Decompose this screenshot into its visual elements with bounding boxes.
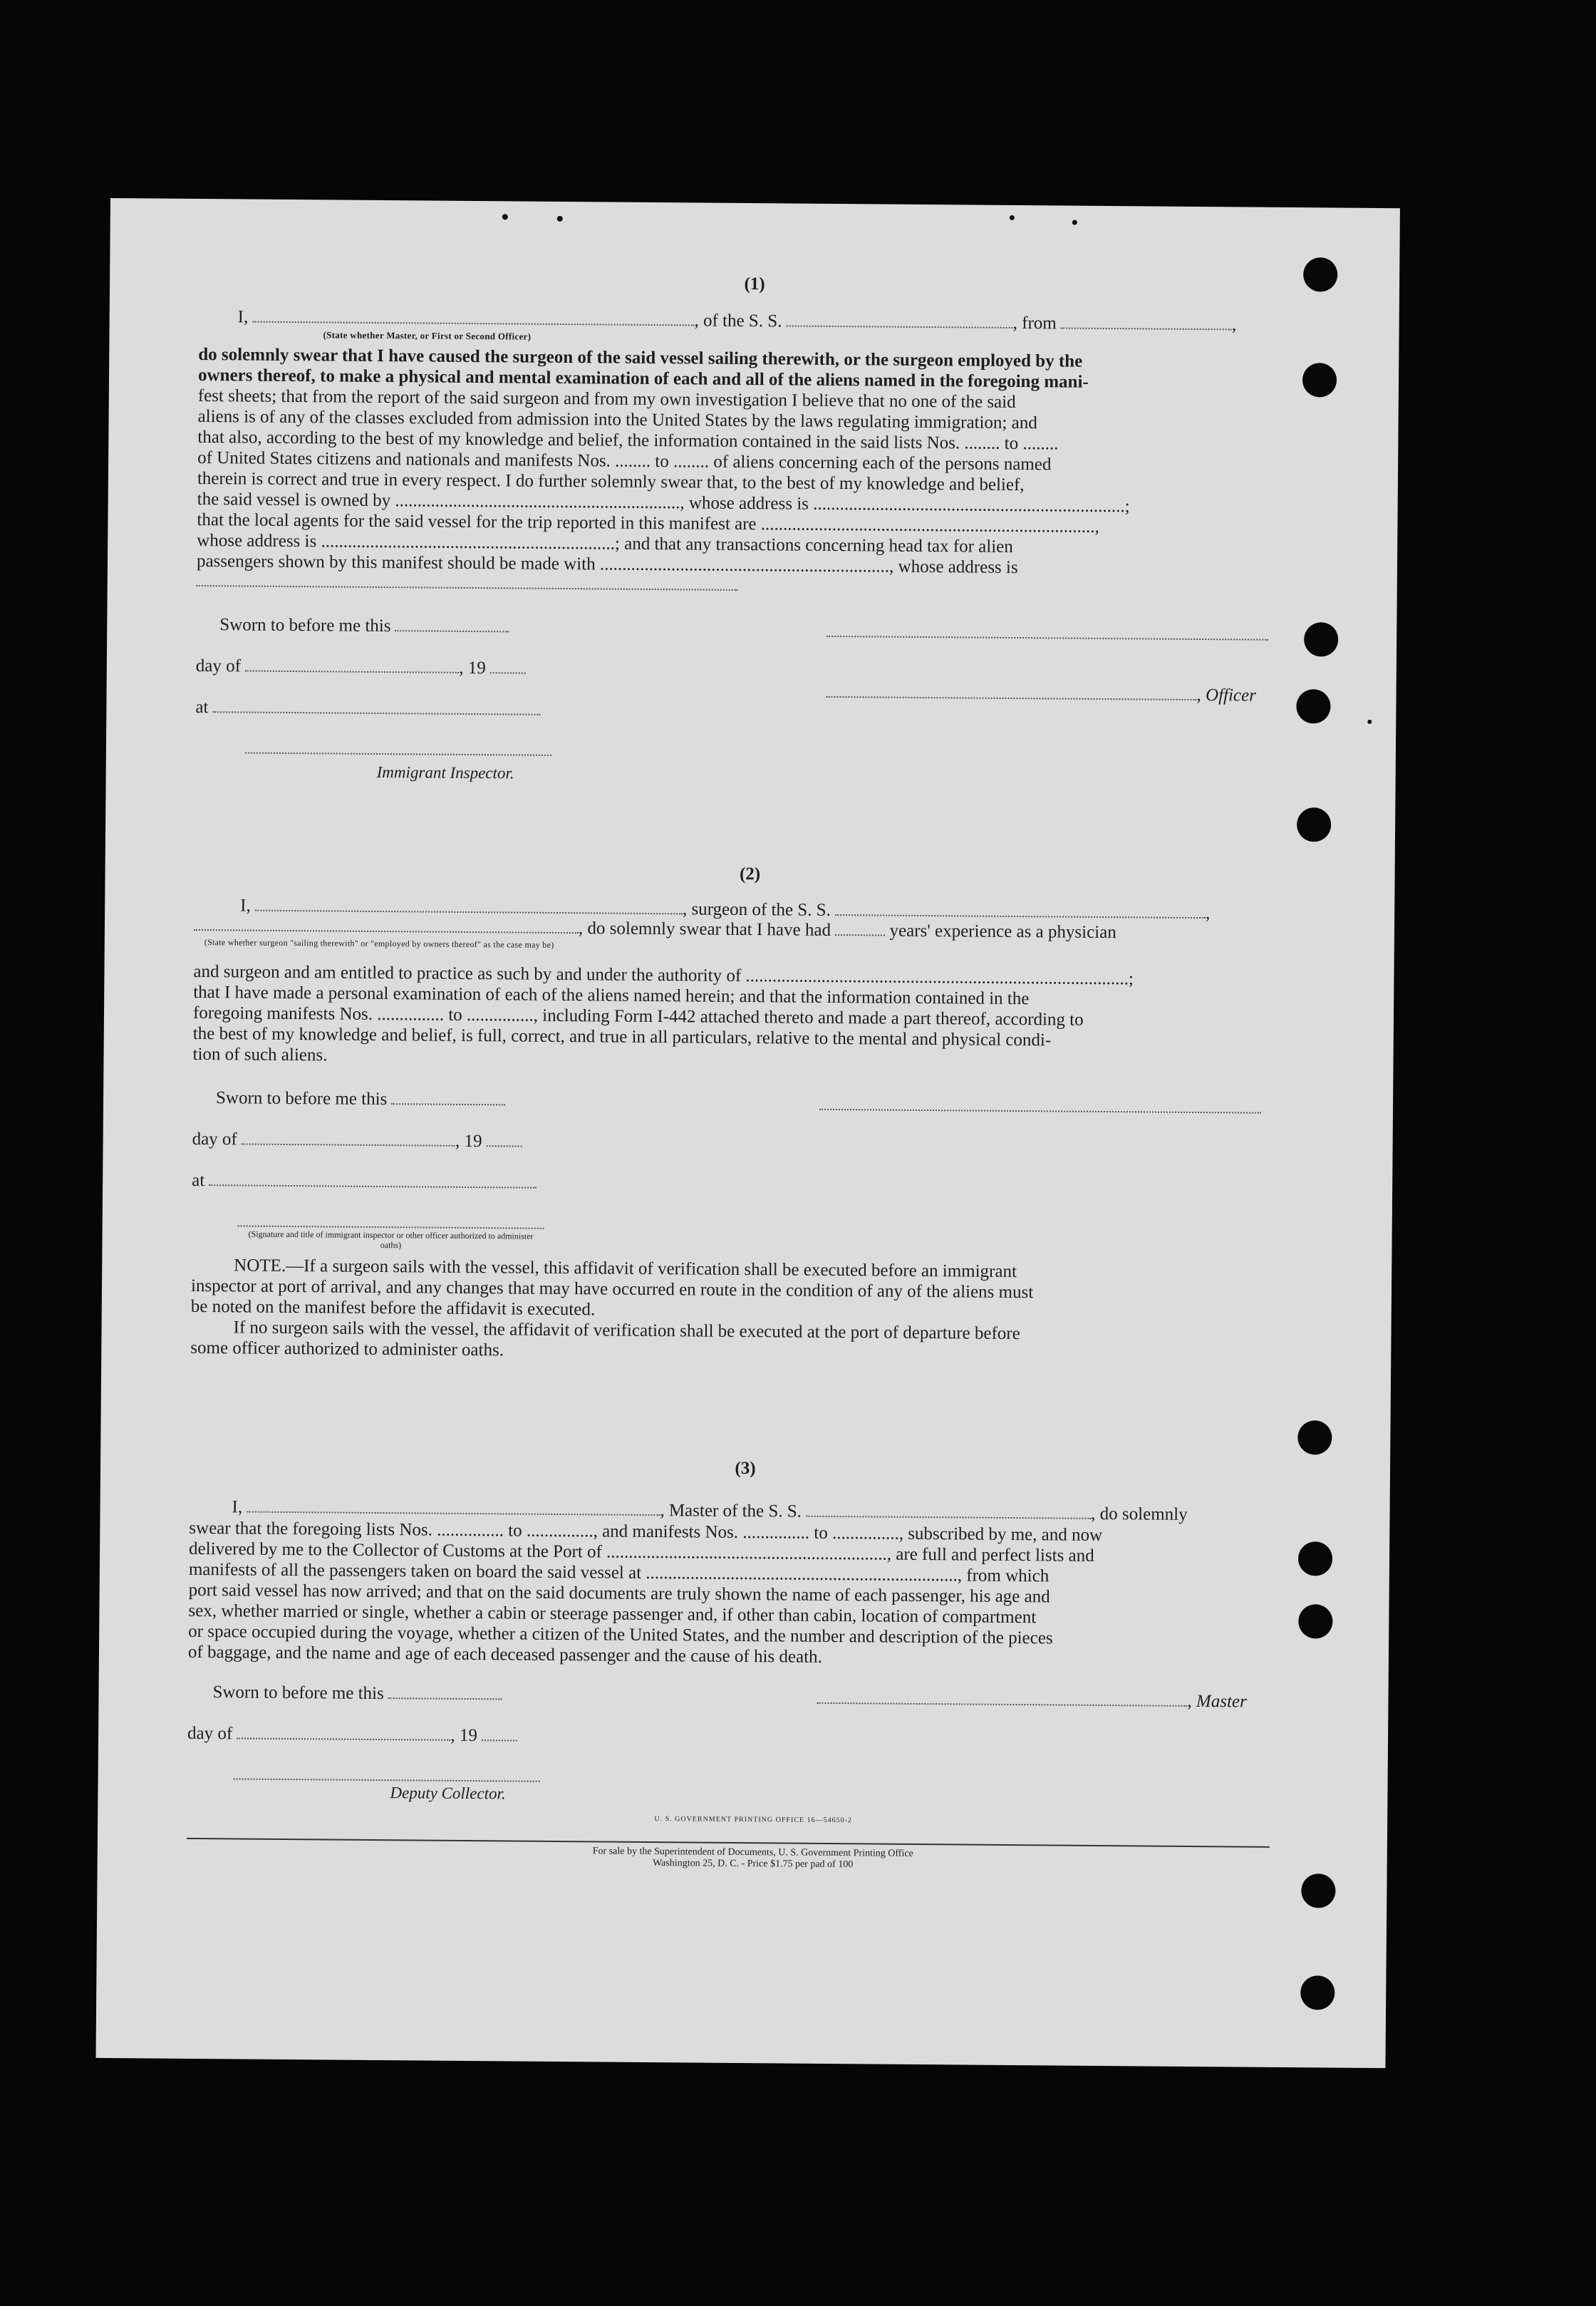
years-field[interactable] — [835, 921, 885, 936]
binder-hole — [1304, 622, 1338, 656]
rank-note: (State whether Master, or First or Second Officer) — [323, 329, 532, 342]
binder-hole — [1297, 1420, 1332, 1454]
sworn-text: Sworn to before me this — [215, 1088, 388, 1110]
experience-text: years' experience as a physician — [889, 921, 1116, 943]
surgeon-name-field[interactable] — [255, 897, 683, 915]
section-2-at — [192, 1171, 537, 1194]
vessel-name-field[interactable] — [806, 1503, 1091, 1519]
section-2-note — [190, 1255, 1274, 1367]
body-line: of baggage, and the name and age of each deceased passenger and the cause of his death. — [187, 1642, 822, 1667]
body-line: passengers shown by this manifest should be made with ................................................................., whose address is — [196, 551, 1018, 578]
binder-hole — [1296, 689, 1330, 723]
body-line: owners thereof, to make a physical and mental examination of each and all of the aliens named in the foregoing mani- — [197, 365, 1089, 392]
sale-notice-line-1: For sale by the Superintendent of Documents, U. S. Government Printing Office — [592, 1846, 913, 1859]
sworn-day-field[interactable] — [388, 1685, 502, 1700]
section-3-body — [188, 1518, 1273, 1671]
year-field[interactable] — [482, 1727, 517, 1741]
solemnly-text: , do solemnly — [1091, 1504, 1188, 1524]
binder-hole — [1298, 1604, 1332, 1638]
comma-text: , — [1206, 904, 1211, 924]
opening-text: I, — [240, 896, 251, 916]
body-line: foregoing manifests Nos. ............... to ..............., including Form I-442 attached thereto and made a part thereof, according to — [192, 1003, 1084, 1030]
year-text: , 19 — [459, 658, 486, 678]
inspector-signature-line[interactable] — [245, 751, 551, 756]
day-of-text: day of — [192, 1129, 237, 1149]
month-field[interactable] — [237, 1725, 450, 1740]
binder-hole — [1297, 807, 1331, 842]
day-of-text: day of — [187, 1723, 233, 1744]
officer-label: , Officer — [1196, 685, 1257, 705]
officer-signature — [826, 683, 1256, 706]
speck — [557, 216, 563, 222]
month-field[interactable] — [242, 1130, 455, 1146]
body-line: that the local agents for the said vessel for the trip reported in this manifest are ..........................................................................., — [197, 510, 1099, 537]
body-line: sex, whether married or single, whether a cabin or steerage passenger and, if other than cabin, location of compartment — [188, 1601, 1037, 1628]
body-line: therein is correct and true in every respect. I do further solemnly swear that, to the best of my knowledge and belief, — [197, 468, 1025, 495]
section-3-sworn — [212, 1682, 502, 1705]
comma-text: , — [1231, 315, 1237, 335]
opening-text: I, — [237, 307, 249, 327]
body-line: of United States citizens and nationals and manifests Nos. ........ to ........ of aliens concerning each of the persons named — [197, 448, 1052, 475]
officer-signature-top[interactable] — [826, 634, 1268, 641]
section-2-body — [192, 961, 1276, 1073]
from-text: , from — [1012, 313, 1057, 334]
at-text: at — [195, 697, 209, 718]
master-label: , Master — [1187, 1691, 1247, 1712]
day-of-text: day of — [195, 656, 242, 676]
speck — [1072, 220, 1077, 225]
year-text: , 19 — [455, 1131, 482, 1152]
body-line: aliens is of any of the classes excluded from admission into the United States by the laws regulating immigration; and — [197, 406, 1037, 433]
body-line: that I have made a personal examination of each of the aliens named herein; and that the information contained in the — [193, 982, 1030, 1009]
section-3-number: (3) — [735, 1458, 756, 1479]
place-field[interactable] — [209, 1172, 537, 1189]
year-field[interactable] — [490, 659, 526, 673]
section-1-sworn — [219, 615, 509, 637]
sworn-text: Sworn to before me this — [212, 1682, 384, 1704]
sworn-day-field[interactable] — [395, 617, 509, 632]
section-1-day — [196, 656, 526, 679]
master-name-field[interactable] — [247, 1499, 660, 1516]
section-3-day — [187, 1724, 517, 1747]
sworn-text: Sworn to before me this — [219, 615, 391, 636]
body-line: that also, according to the best of my knowledge and belief, the information contained in the said lists Nos. ........ to ........ — [197, 427, 1059, 454]
binder-hole — [1298, 1541, 1332, 1576]
body-line: the said vessel is owned by ................................................................, whose address is ......................................................................; — [197, 489, 1130, 517]
binder-hole — [1302, 363, 1337, 397]
sworn-day-field[interactable] — [392, 1090, 506, 1105]
note-line: NOTE.—If a surgeon sails with the vessel, this affidavit of verification shall be executed before an immigrant — [234, 1256, 1017, 1282]
section-1-at — [195, 698, 541, 720]
officer-signature-field[interactable] — [826, 683, 1197, 700]
deputy-signature-line[interactable] — [234, 1777, 540, 1782]
body-line: delivered by me to the Collector of Customs at the Port of ..............................................................., are full and perfect lists and — [189, 1539, 1094, 1566]
body-line: tion of such aliens. — [192, 1044, 328, 1065]
body-line: port said vessel has now arrived; and that on the said documents are truly shown the name of each passenger, his age and — [188, 1580, 1050, 1607]
body-line: and surgeon and am entitled to practice as such by and under the authority of ......................................................................................; — [193, 961, 1134, 989]
inspector-label: Immigrant Inspector. — [376, 762, 514, 782]
body-line: fest sheets; that from the report of the said surgeon and from my own investigation I believe that no one of the said — [197, 386, 1016, 412]
surgeon-type-field[interactable] — [194, 916, 579, 934]
vessel-name-field[interactable] — [787, 312, 1013, 328]
inspector-signature-line[interactable] — [238, 1224, 544, 1229]
speck — [1010, 215, 1015, 220]
speck — [502, 214, 508, 219]
body-line: the best of my knowledge and belief, is full, correct, and true in all particulars, relative to the mental and physical condi- — [192, 1023, 1052, 1050]
binder-hole — [1300, 1975, 1335, 2010]
section-2-number: (2) — [739, 864, 761, 884]
body-line: or space occupied during the voyage, whether a citizen of the United States, and the number and description of the pieces — [188, 1621, 1053, 1648]
binder-hole — [1301, 1873, 1335, 1908]
speck — [1367, 720, 1372, 724]
footer-rule — [187, 1838, 1270, 1848]
section-2-sworn — [216, 1088, 506, 1110]
form-page — [96, 198, 1400, 2068]
continuation-line[interactable] — [197, 584, 738, 591]
from-port-field[interactable] — [1061, 314, 1232, 330]
surgeon-type-note: (State whether surgeon "sailing therewith" or "employed by owners thereof" as the case may be) — [204, 937, 554, 950]
month-field[interactable] — [245, 658, 459, 673]
body-line: whose address is ..................................................................; and that any transactions concerning head tax for alien — [197, 530, 1013, 557]
year-field[interactable] — [487, 1132, 522, 1147]
surgeon-signature-line[interactable] — [819, 1107, 1261, 1114]
surgeon-of-text: , surgeon of the S. S. — [682, 899, 831, 920]
master-of-text: , Master of the S. S. — [660, 1501, 802, 1521]
opening-text: I, — [232, 1497, 243, 1517]
body-line: do solemnly swear that I have caused the surgeon of the said vessel sailing therewith, or the surgeon employed by the — [198, 344, 1083, 371]
body-line: manifests of all the passengers taken on board the said vessel at ......................................................................, from which — [188, 1559, 1050, 1586]
section-1-body — [197, 344, 1281, 580]
vessel-name-field[interactable] — [835, 901, 1206, 919]
note-line: If no surgeon sails with the vessel, the affidavit of verification shall be executed at the port of departure before — [233, 1318, 1020, 1344]
rank-field[interactable] — [252, 309, 694, 326]
year-text: , 19 — [450, 1725, 478, 1746]
body-line: swear that the foregoing lists Nos. ............... to ..............., and manifests Nos. ............... to ..............., subscribed by me, and now — [189, 1518, 1103, 1545]
place-field[interactable] — [213, 698, 541, 715]
section-1-number: (1) — [744, 274, 765, 294]
signature-title-note: (Signature and title of immigrant inspector or other officer authorized to administer oaths) — [248, 1229, 534, 1251]
master-signature-field[interactable] — [817, 1690, 1187, 1707]
swear-text: , do solemnly swear that I have had — [578, 919, 831, 940]
master-signature — [817, 1689, 1247, 1712]
of-ss-text: , of the S. S. — [694, 311, 782, 331]
sale-notice-line-2: Washington 25, D. C. - Price $1.75 per pad of 100 — [653, 1858, 854, 1871]
at-text: at — [192, 1170, 205, 1191]
note-line: inspector at port of arrival, and any changes that may have occurred en route in the condition of any of the aliens must — [190, 1276, 1034, 1303]
deputy-label: Deputy Collector. — [390, 1784, 506, 1803]
section-2-day — [192, 1129, 522, 1152]
note-line: be noted on the manifest before the affidavit is executed. — [190, 1296, 596, 1320]
note-line: some officer authorized to administer oaths. — [190, 1338, 504, 1360]
gpo-imprint: U. S. GOVERNMENT PRINTING OFFICE 16—54650-2 — [654, 1815, 852, 1825]
